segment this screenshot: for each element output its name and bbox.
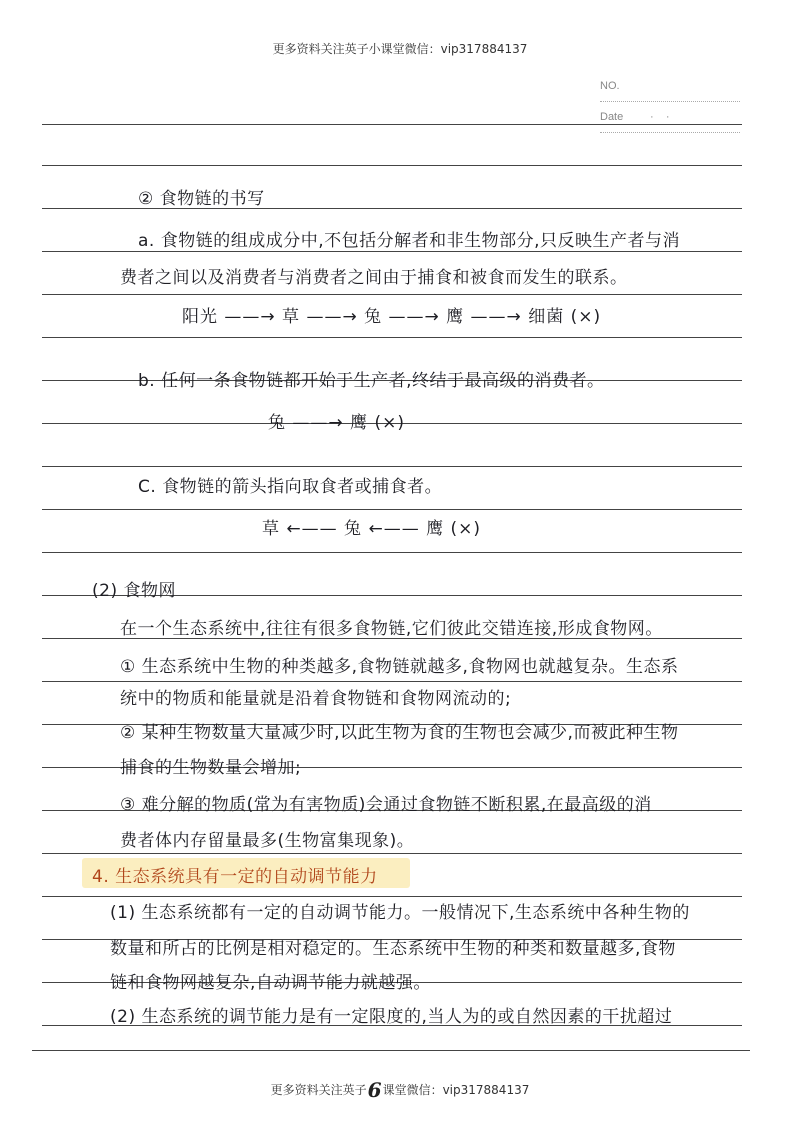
section-heading: 4. 生态系统具有一定的自动调节能力 [92, 867, 378, 887]
ruled-line [42, 681, 742, 682]
footer-text-before: 更多资料关注英子 [270, 1083, 367, 1097]
note-line: ③ 难分解的物质(常为有害物质)会通过食物链不断积累,在最高级的消 [120, 795, 652, 815]
note-line: 统中的物质和能量就是沿着食物链和食物网流动的; [120, 689, 512, 709]
footer-text-after: 课堂微信：vip317884137 [382, 1083, 530, 1097]
note-line: ① 生态系统中生物的种类越多,食物链就越多,食物网也就越复杂。生态系 [120, 657, 679, 677]
date-label: Date [600, 111, 624, 123]
food-chain-example: 草 ←—— 兔 ←—— 鹰 (×) [262, 519, 482, 539]
ruled-line [42, 294, 742, 295]
note-line: 捕食的生物数量会增加; [120, 758, 302, 778]
ruled-line [42, 509, 742, 510]
note-line: 在一个生态系统中,往往有很多食物链,它们彼此交错连接,形成食物网。 [120, 619, 663, 639]
ruled-line [42, 165, 742, 166]
note-line: 费者之间以及消费者与消费者之间由于捕食和被食而发生的联系。 [120, 268, 628, 288]
ruled-line [42, 853, 742, 854]
ruled-line [42, 466, 742, 467]
date-underline [600, 132, 740, 133]
date-dots: · · [650, 111, 670, 123]
ruled-line [42, 337, 742, 338]
note-line: ② 食物链的书写 [138, 189, 265, 209]
section-heading: (2) 食物网 [92, 581, 176, 601]
ruled-line [42, 896, 742, 897]
ruled-line [42, 124, 742, 125]
note-line: ② 某种生物数量大量减少时,以此生物为食的生物也会减少,而被此种生物 [120, 723, 679, 743]
note-line: 链和食物网越复杂,自动调节能力就越强。 [110, 973, 431, 993]
note-line: 数量和所占的比例是相对稳定的。生态系统中生物的种类和数量越多,食物 [110, 939, 676, 959]
no-underline [600, 101, 740, 102]
food-chain-example: 兔 ——→ 鹰 (×) [268, 413, 405, 433]
note-line: (1) 生态系统都有一定的自动调节能力。一般情况下,生态系统中各种生物的 [110, 903, 690, 923]
note-line: 费者体内存留量最多(生物富集现象)。 [120, 831, 415, 851]
ruled-line [42, 552, 742, 553]
note-line: a. 食物链的组成成分中,不包括分解者和非生物部分,只反映生产者与消 [138, 231, 681, 251]
note-line: b. 任何一条食物链都开始于生产者,终结于最高级的消费者。 [138, 371, 605, 391]
footer-watermark [0, 1075, 800, 1102]
page-number: 6 [367, 1078, 382, 1102]
no-label: NO. [600, 80, 620, 92]
note-line: (2) 生态系统的调节能力是有一定限度的,当人为的或自然因素的干扰超过 [110, 1007, 673, 1027]
food-chain-example: 阳光 ——→ 草 ——→ 兔 ——→ 鹰 ——→ 细菌 (×) [182, 307, 602, 327]
header-watermark: 更多资料关注英子小课堂微信：vip317884137 [272, 42, 528, 56]
note-line: C. 食物链的箭头指向取食者或捕食者。 [138, 477, 443, 497]
ruled-line [42, 251, 742, 252]
ruled-line [32, 1050, 750, 1051]
